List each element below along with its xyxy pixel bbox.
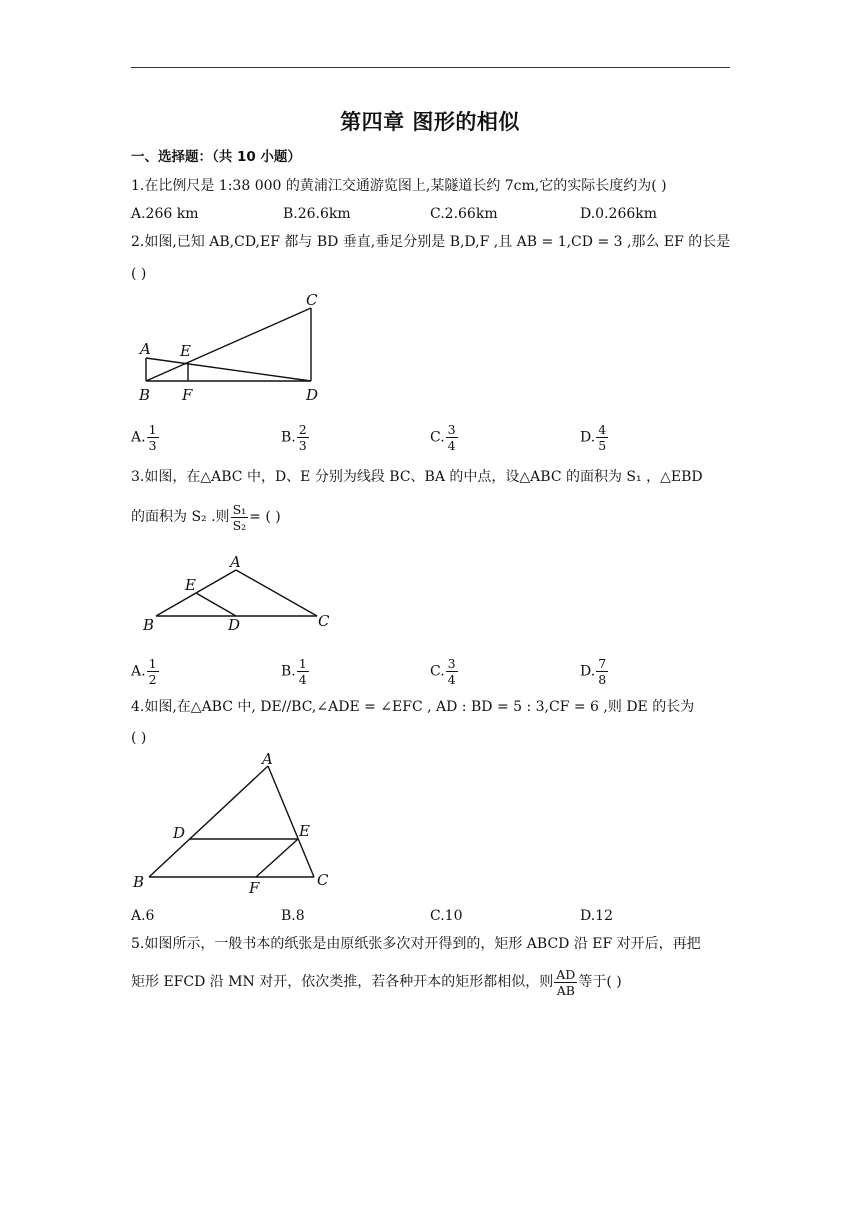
q3-option-d: D. $\frac{7}{8}$ xyxy=(580,656,607,687)
question-1-stem: 1.在比例尺是 1:38 000 的黄浦江交通游览图上,某隧道长约 7cm,它的实际长度约为( ) xyxy=(131,178,667,194)
header-rule xyxy=(131,67,730,68)
page-title: 第四章 图形的相似 xyxy=(340,110,520,134)
question-3-stem-line1: 3.如图，在△ABC 中，D、E 分别为线段 BC、BA 的中点，设△ABC 的面积为 S₁ ，△EBD xyxy=(131,469,703,485)
q4-label-f: F xyxy=(249,879,260,895)
q4-label-c: C xyxy=(317,871,329,889)
question-2-stem-line2: ( ) xyxy=(131,266,147,282)
q2-label-d: D xyxy=(306,386,319,404)
q4-option-d: D.12 xyxy=(580,908,613,924)
q1-option-d: D.0.266km xyxy=(580,206,658,222)
question-5-stem-line1: 5.如图所示，一般书本的纸张是由原纸张多次对开得到的，矩形 ABCD 沿 EF 对开后，再把 xyxy=(131,936,701,952)
q3-label-c: C xyxy=(318,612,330,630)
question-2-stem-line1: 2.如图,已知 AB,CD,EF 都与 BD 垂直,垂足分别是 B,D,F ,且 AB = 1,CD = 3 ,那么 EF 的长是 xyxy=(131,234,731,250)
section-heading: 一、选择题：（共 10 小题） xyxy=(131,149,301,165)
q2-label-f: F xyxy=(182,386,193,404)
q1-option-b: B.26.6km xyxy=(283,206,351,222)
q3-figure xyxy=(131,550,341,638)
q3-option-b: B. $\frac{1}{4}$ xyxy=(281,656,307,687)
q4-option-a: A.6 xyxy=(131,908,155,924)
q4-label-a: A xyxy=(262,750,273,768)
q3-label-b: B xyxy=(143,616,155,634)
q2-option-b: B. $\frac{2}{3}$ xyxy=(281,422,307,453)
q2-label-e: E xyxy=(180,342,191,360)
q4-option-c: C.10 xyxy=(430,908,463,924)
q3-label-a: A xyxy=(230,553,241,571)
q4-option-b: B.8 xyxy=(281,908,305,924)
q1-option-c: C.2.66km xyxy=(430,206,498,222)
q2-label-a: A xyxy=(140,340,151,358)
question-4-stem-line1: 4.如图,在△ABC 中, DE//BC,∠ADE = ∠EFC , AD : BD = 5 : 3,CF = 6 ,则 DE 的长为 xyxy=(131,699,695,715)
question-3-stem-line2: 的面积为 S₂ .则 $\frac{\text{S₁}}{\text{S₂}}$ = ( ) xyxy=(131,501,281,533)
question-5-stem-line2: 矩形 EFCD 沿 MN 对开，依次类推，若各种开本的矩形都相似，则 $\frac{AD}{AB}$ 等于( ) xyxy=(131,966,622,998)
q1-option-a: A.266 km xyxy=(131,206,199,222)
question-4-stem-line2: ( ) xyxy=(131,730,147,746)
q2-option-a: A. $\frac{1}{3}$ xyxy=(131,422,157,453)
q3-label-e: E xyxy=(185,576,196,594)
q2-figure xyxy=(131,288,331,408)
q4-label-b: B xyxy=(133,873,145,891)
q3-label-d: D xyxy=(228,616,241,634)
q2-option-d: D. $\frac{4}{5}$ xyxy=(580,422,607,453)
q2-label-c: C xyxy=(306,291,318,309)
q2-option-c: C. $\frac{3}{4}$ xyxy=(430,422,456,453)
q2-label-b: B xyxy=(139,386,151,404)
q3-option-a: A. $\frac{1}{2}$ xyxy=(131,656,157,687)
q3-option-c: C. $\frac{3}{4}$ xyxy=(430,656,456,687)
q4-label-e: E xyxy=(299,822,310,840)
q4-figure xyxy=(131,750,341,895)
q4-label-d: D xyxy=(173,824,186,842)
